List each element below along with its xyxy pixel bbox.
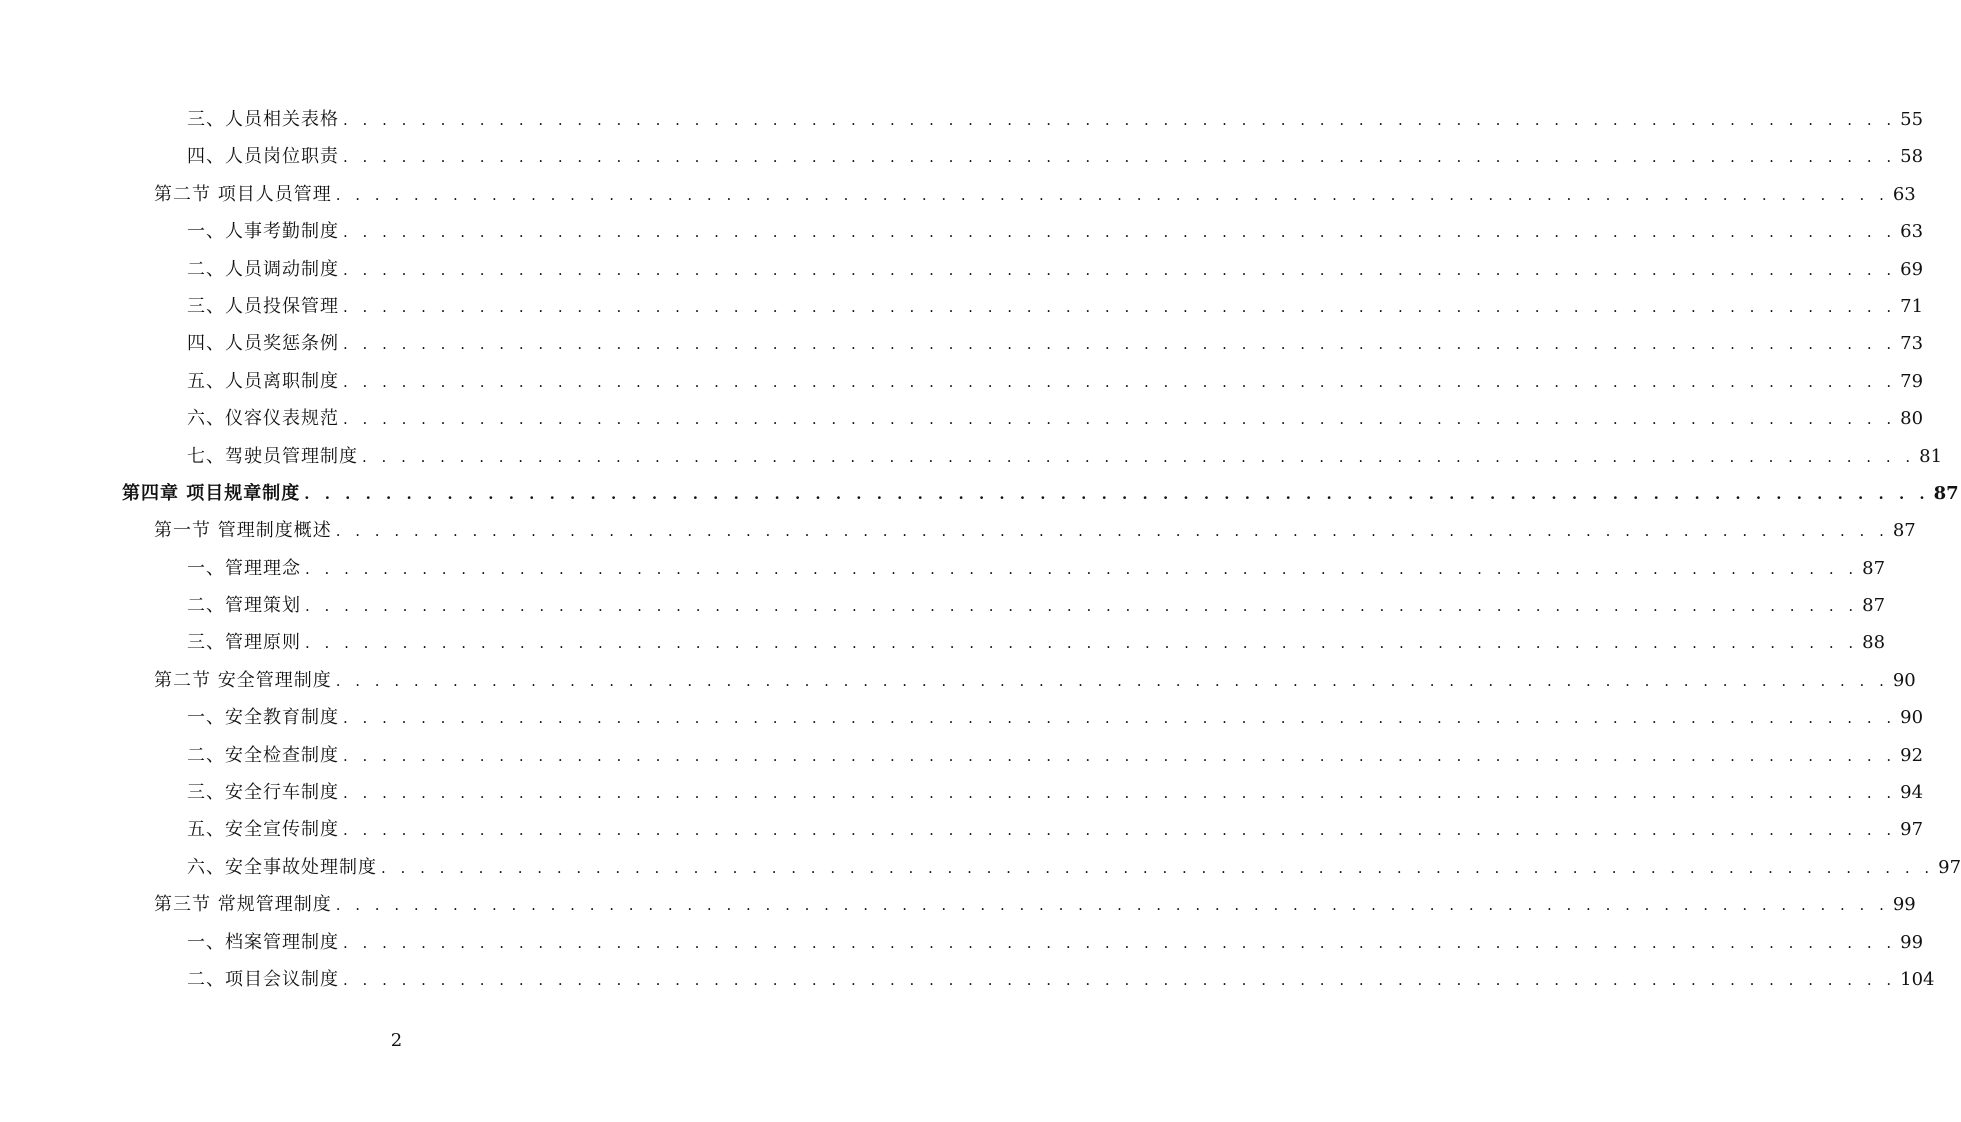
toc-entry-page: 99 (1900, 931, 1924, 953)
toc-entry-page: 87 (1933, 482, 1959, 504)
toc-entry-page: 71 (1900, 295, 1924, 317)
toc-entry-page: 63 (1900, 221, 1924, 243)
dot-leader: . . . . . . . . . . . . . . . . . . . . . . . . . . . . . . . . . . . . . . . . . . . . . . . . . . . . . . . . . . . . . . . . . . . . . . . . . . . . . . . . (343, 335, 1897, 354)
toc-entry-title: 一、人事考勤制度 (187, 221, 339, 243)
toc-entry-title: 三、人员投保管理 (187, 295, 339, 317)
toc-entry-title: 一、安全教育制度 (187, 707, 339, 729)
toc-entry[interactable] (0, 288, 1924, 325)
toc-entry[interactable] (0, 438, 1943, 475)
toc-entry-title: 四、人员岗位职责 (187, 146, 339, 168)
toc-entry-page: 99 (1892, 894, 1916, 916)
toc-entry[interactable] (0, 512, 1916, 549)
toc-entry[interactable] (0, 587, 1886, 624)
toc-entry-title: 一、档案管理制度 (187, 931, 339, 953)
toc-entry[interactable] (0, 176, 1916, 213)
dot-leader: . . . . . . . . . . . . . . . . . . . . . . . . . . . . . . . . . . . . . . . . . . . . . . . . . . . . . . . . . . . . . . . . . . . . . . . . . . . . . . . . (335, 522, 1889, 541)
dot-leader: . . . . . . . . . . . . . . . . . . . . . . . . . . . . . . . . . . . . . . . . . . . . . . . . . . . . . . . . . . . . . . . . . . . . . . . . . . . . . . . . (305, 634, 1859, 653)
dot-leader: . . . . . . . . . . . . . . . . . . . . . . . . . . . . . . . . . . . . . . . . . . . . . . . . . . . . . . . . . . . . . . . . . . . . . . . . . . . . . . . . (343, 410, 1897, 429)
toc-entry-title: 第三节 常规管理制度 (154, 894, 332, 916)
toc-entry-title: 第一节 管理制度概述 (154, 520, 332, 542)
toc-entry[interactable] (0, 400, 1924, 437)
toc-entry[interactable] (0, 363, 1924, 400)
toc-entry-title: 二、安全检查制度 (187, 744, 339, 766)
toc-entry-page: 81 (1919, 445, 1943, 467)
toc-entry-title: 第二节 安全管理制度 (154, 669, 332, 691)
dot-leader: . . . . . . . . . . . . . . . . . . . . . . . . . . . . . . . . . . . . . . . . . . . . . . . . . . . . . . . . . . . . . . . . . . . . . . . . . . . . . . . . (343, 148, 1897, 167)
toc-entry-page: 63 (1892, 183, 1916, 205)
toc-entry-title: 二、管理策划 (187, 595, 301, 617)
toc-entry[interactable] (0, 475, 1959, 512)
toc-entry[interactable] (0, 550, 1886, 587)
dot-leader: . . . . . . . . . . . . . . . . . . . . . . . . . . . . . . . . . . . . . . . . . . . . . . . . . . . . . . . . . . . . . . . . . . . . . . . . . . . . . . . . (305, 559, 1859, 578)
dot-leader: . . . . . . . . . . . . . . . . . . . . . . . . . . . . . . . . . . . . . . . . . . . . . . . . . . . . . . . . . . . . . . . . . . . . . . . . . . . . . . . . (335, 896, 1889, 915)
toc-entry-title: 五、人员离职制度 (187, 370, 339, 392)
dot-leader: . . . . . . . . . . . . . . . . . . . . . . . . . . . . . . . . . . . . . . . . . . . . . . . . . . . . . . . . . . . . . . . . . . . . . . . . . . . . . . . . (343, 372, 1897, 391)
table-of-contents (0, 101, 1961, 998)
toc-entry[interactable] (0, 138, 1924, 175)
toc-entry[interactable] (0, 924, 1924, 961)
toc-entry-page: 69 (1900, 258, 1924, 280)
toc-entry-title: 三、管理原则 (187, 632, 301, 654)
dot-leader: . . . . . . . . . . . . . . . . . . . . . . . . . . . . . . . . . . . . . . . . . . . . . . . . . . . . . . . . . . . . . . . . . . . . . . . . . . . . . . . . (343, 709, 1897, 728)
toc-entry-title: 二、项目会议制度 (187, 968, 339, 990)
toc-entry-title: 六、安全事故处理制度 (187, 856, 377, 878)
dot-leader: . . . . . . . . . . . . . . . . . . . . . . . . . . . . . . . . . . . . . . . . . . . . . . . . . . . . . . . . . . . . . . . . . . . . . . . . . . . . . . . . (343, 821, 1897, 840)
toc-entry-page: 94 (1900, 782, 1924, 804)
dot-leader: . . . . . . . . . . . . . . . . . . . . . . . . . . . . . . . . . . . . . . . . . . . . . . . . . . . . . . . . . . . . . . . . . . . . . . . . . . . . . . . . (343, 784, 1897, 803)
toc-entry[interactable] (0, 774, 1924, 811)
toc-entry-title: 三、安全行车制度 (187, 782, 339, 804)
dot-leader: . . . . . . . . . . . . . . . . . . . . . . . . . . . . . . . . . . . . . . . . . . . . . . . . . . . . . . . . . . . . . . . . . . . . . . . . . . . . . . . . (335, 671, 1889, 690)
toc-entry-page: 87 (1862, 557, 1886, 579)
toc-entry[interactable] (0, 849, 1961, 886)
toc-entry-page: 73 (1900, 333, 1924, 355)
toc-entry[interactable] (0, 811, 1924, 848)
toc-entry[interactable] (0, 213, 1924, 250)
toc-entry-title: 五、安全宣传制度 (187, 819, 339, 841)
dot-leader: . . . . . . . . . . . . . . . . . . . . . . . . . . . . . . . . . . . . . . . . . . . . . . . . . . . . . . . . . . . . . . . . . . . . . . . . . . . . . . . . (343, 223, 1897, 242)
dot-leader: . . . . . . . . . . . . . . . . . . . . . . . . . . . . . . . . . . . . . . . . . . . . . . . . . . . . . . . . . . . . . . . . . . . . . . . . . . . . . . . . (343, 970, 1897, 989)
toc-entry[interactable] (0, 624, 1886, 661)
toc-entry[interactable] (0, 251, 1924, 288)
toc-entry-title: 三、人员相关表格 (187, 109, 339, 130)
toc-entry-page: 58 (1900, 146, 1924, 168)
toc-entry-page: 92 (1900, 744, 1924, 766)
toc-entry[interactable] (0, 325, 1924, 362)
page-number: 2 (390, 1030, 403, 1051)
dot-leader: . . . . . . . . . . . . . . . . . . . . . . . . . . . . . . . . . . . . . . . . . . . . . . . . . . . . . . . . . . . . . . . . . . . . . . . . . . . . . . . . (305, 597, 1859, 616)
dot-leader: . . . . . . . . . . . . . . . . . . . . . . . . . . . . . . . . . . . . . . . . . . . . . . . . . . . . . . . . . . . . . . . . . . . . . . . . . . . . . . . . (381, 858, 1935, 877)
dot-leader: . . . . . . . . . . . . . . . . . . . . . . . . . . . . . . . . . . . . . . . . . . . . . . . . . . . . . . . . . . . . . . . . . . . . . . . . . . . . . . . . (343, 111, 1897, 129)
toc-entry-page: 87 (1892, 520, 1916, 542)
toc-entry[interactable] (0, 699, 1924, 736)
toc-entry-page: 79 (1900, 370, 1924, 392)
toc-entry-page: 55 (1900, 109, 1924, 130)
toc-entry-page: 80 (1900, 408, 1924, 430)
toc-entry-page: 97 (1938, 856, 1961, 878)
toc-entry-page: 90 (1892, 669, 1916, 691)
toc-entry-page: 88 (1862, 632, 1886, 654)
toc-entry[interactable] (0, 737, 1924, 774)
toc-entry[interactable] (0, 886, 1916, 923)
toc-entry-title: 第二节 项目人员管理 (154, 183, 332, 205)
dot-leader: . . . . . . . . . . . . . . . . . . . . . . . . . . . . . . . . . . . . . . . . . . . . . . . . . . . . . . . . . . . . . . . . . . . . . . . . . . . . . . . . (343, 297, 1897, 316)
toc-entry[interactable] (0, 101, 1924, 138)
toc-entry[interactable] (0, 662, 1916, 699)
dot-leader: . . . . . . . . . . . . . . . . . . . . . . . . . . . . . . . . . . . . . . . . . . . . . . . . . . . . . . . . . . . . . . . . . . . . . . . . . . . . . . . . (343, 260, 1897, 279)
dot-leader: . . . . . . . . . . . . . . . . . . . . . . . . . . . . . . . . . . . . . . . . . . . . . . . . . . . . . . . . . . . . . . . . . . . . . . . . . . . . . . . . (362, 447, 1916, 466)
toc-entry-title: 二、人员调动制度 (187, 258, 339, 280)
toc-entry-page: 87 (1862, 595, 1886, 617)
toc-entry-page: 97 (1900, 819, 1924, 841)
toc-entry-title: 一、管理理念 (187, 557, 301, 579)
toc-entry-page: 90 (1900, 707, 1924, 729)
toc-entry-title: 六、仪容仪表规范 (187, 408, 339, 430)
dot-leader: . . . . . . . . . . . . . . . . . . . . . . . . . . . . . . . . . . . . . . . . . . . . . . . . . . . . . . . . . . . . . . . . . . . . . . . . . . . . . . . . (335, 185, 1889, 204)
toc-entry-title: 四、人员奖惩条例 (187, 333, 339, 355)
toc-entry-page: 104 (1900, 968, 1935, 990)
toc-entry-title: 第四章 项目规章制度 (122, 482, 301, 504)
dot-leader: . . . . . . . . . . . . . . . . . . . . . . . . . . . . . . . . . . . . . . . . . . . . . . . . . . . . . . . . . . . . . . . . . . . . . . . . . . . . . . . . (343, 746, 1897, 765)
toc-entry-title: 七、驾驶员管理制度 (187, 445, 358, 467)
toc-entry[interactable] (0, 961, 1935, 998)
dot-leader: . . . . . . . . . . . . . . . . . . . . . . . . . . . . . . . . . . . . . . . . . . . . . . . . . . . . . . . . . . . . . . . . . . . . . . . . . . . . . . . . (304, 484, 1930, 503)
dot-leader: . . . . . . . . . . . . . . . . . . . . . . . . . . . . . . . . . . . . . . . . . . . . . . . . . . . . . . . . . . . . . . . . . . . . . . . . . . . . . . . . (343, 933, 1897, 952)
